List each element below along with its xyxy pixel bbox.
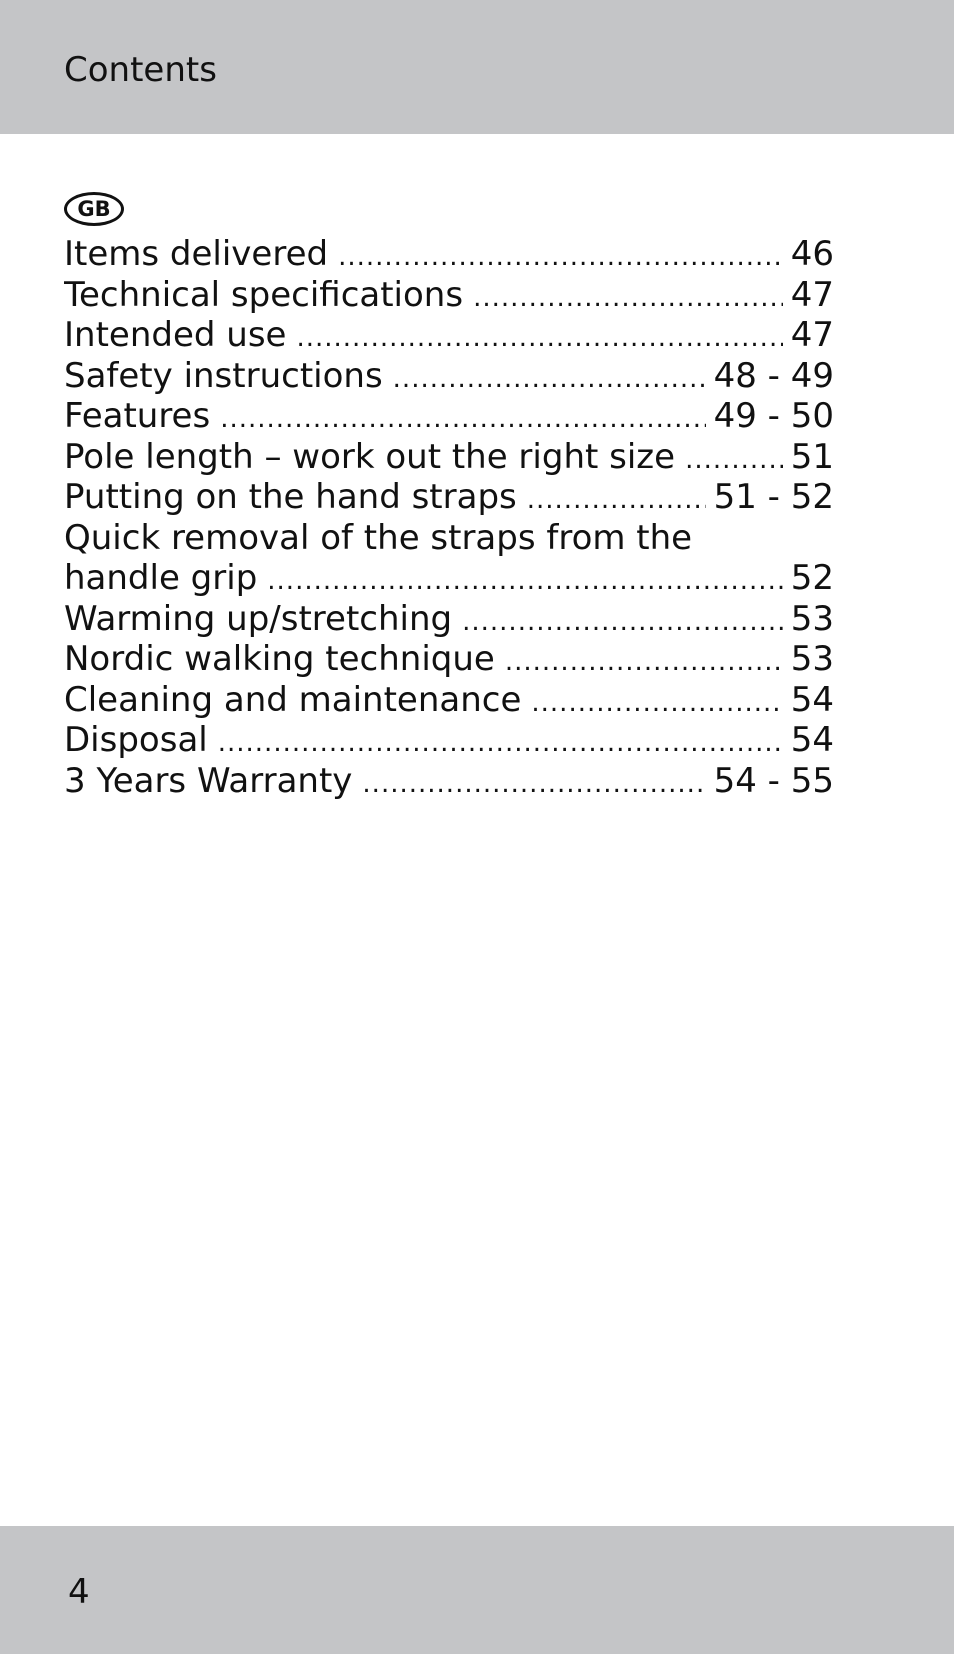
toc-dot-leader [462, 602, 783, 640]
toc-entry-page: 49 - 50 [713, 396, 834, 436]
toc-dot-leader [685, 440, 783, 478]
toc-entry-label: Technical specifications [64, 274, 464, 315]
toc-entry-page: 48 - 49 [713, 355, 834, 396]
toc-entry[interactable] [64, 639, 834, 680]
toc-dot-leader [393, 359, 706, 397]
toc-dot-leader [220, 399, 705, 437]
toc-entry-label: Safety instructions [64, 355, 383, 396]
page-title: Contents [64, 50, 217, 90]
toc-entry-label: Warming up/stretching [64, 598, 453, 639]
toc-dot-leader [531, 683, 782, 721]
toc-entry[interactable] [64, 396, 834, 437]
table-of-contents [64, 234, 834, 801]
header-band [0, 0, 954, 134]
toc-entry-label: handle grip [64, 558, 258, 598]
toc-dot-leader [473, 278, 783, 316]
toc-entry-page: 54 - 55 [713, 760, 834, 801]
toc-entry-page: 47 [790, 315, 834, 355]
toc-entry-label: Pole length – work out the right size [64, 436, 676, 477]
page-number: 4 [68, 1572, 90, 1612]
language-badge-icon: GB [64, 192, 124, 226]
toc-entry[interactable] [64, 356, 834, 397]
toc-entry-page: 51 [790, 436, 834, 477]
toc-entry-label: Features [64, 396, 211, 436]
toc-entry-continued[interactable] [64, 518, 834, 559]
toc-entry[interactable] [64, 315, 834, 356]
toc-entry[interactable] [64, 558, 834, 599]
toc-entry-label: Quick removal of the straps from the [64, 517, 693, 558]
toc-dot-leader [362, 764, 705, 802]
toc-entry-page: 53 [790, 639, 834, 679]
toc-entry-page: 47 [790, 274, 834, 315]
toc-entry[interactable] [64, 234, 834, 275]
toc-entry-label: Items delivered [64, 234, 329, 274]
toc-entry[interactable] [64, 599, 834, 640]
toc-entry[interactable] [64, 720, 834, 761]
toc-dot-leader [218, 723, 783, 761]
toc-entry-label: 3 Years Warranty [64, 760, 353, 801]
toc-dot-leader [296, 318, 782, 356]
toc-entry[interactable] [64, 437, 834, 478]
toc-entry[interactable] [64, 761, 834, 802]
toc-entry[interactable] [64, 477, 834, 518]
toc-entry-label: Cleaning and maintenance [64, 679, 522, 720]
toc-entry[interactable] [64, 275, 834, 316]
toc-dot-leader [338, 237, 783, 275]
toc-entry-page: 54 [790, 679, 834, 720]
toc-dot-leader [267, 561, 782, 599]
toc-entry-page: 52 [790, 558, 834, 598]
toc-entry-label: Disposal [64, 720, 208, 760]
toc-entry-page: 53 [790, 598, 834, 639]
toc-entry-page: 51 - 52 [713, 477, 834, 517]
toc-entry[interactable] [64, 680, 834, 721]
toc-entry-label: Nordic walking technique [64, 639, 495, 679]
toc-entry-label: Intended use [64, 315, 287, 355]
footer-band [0, 1526, 954, 1654]
toc-dot-leader [505, 642, 783, 680]
toc-entry-page: 46 [790, 234, 834, 274]
toc-entry-label: Putting on the hand straps [64, 477, 517, 517]
toc-dot-leader [527, 480, 706, 518]
toc-entry-page: 54 [790, 720, 834, 760]
